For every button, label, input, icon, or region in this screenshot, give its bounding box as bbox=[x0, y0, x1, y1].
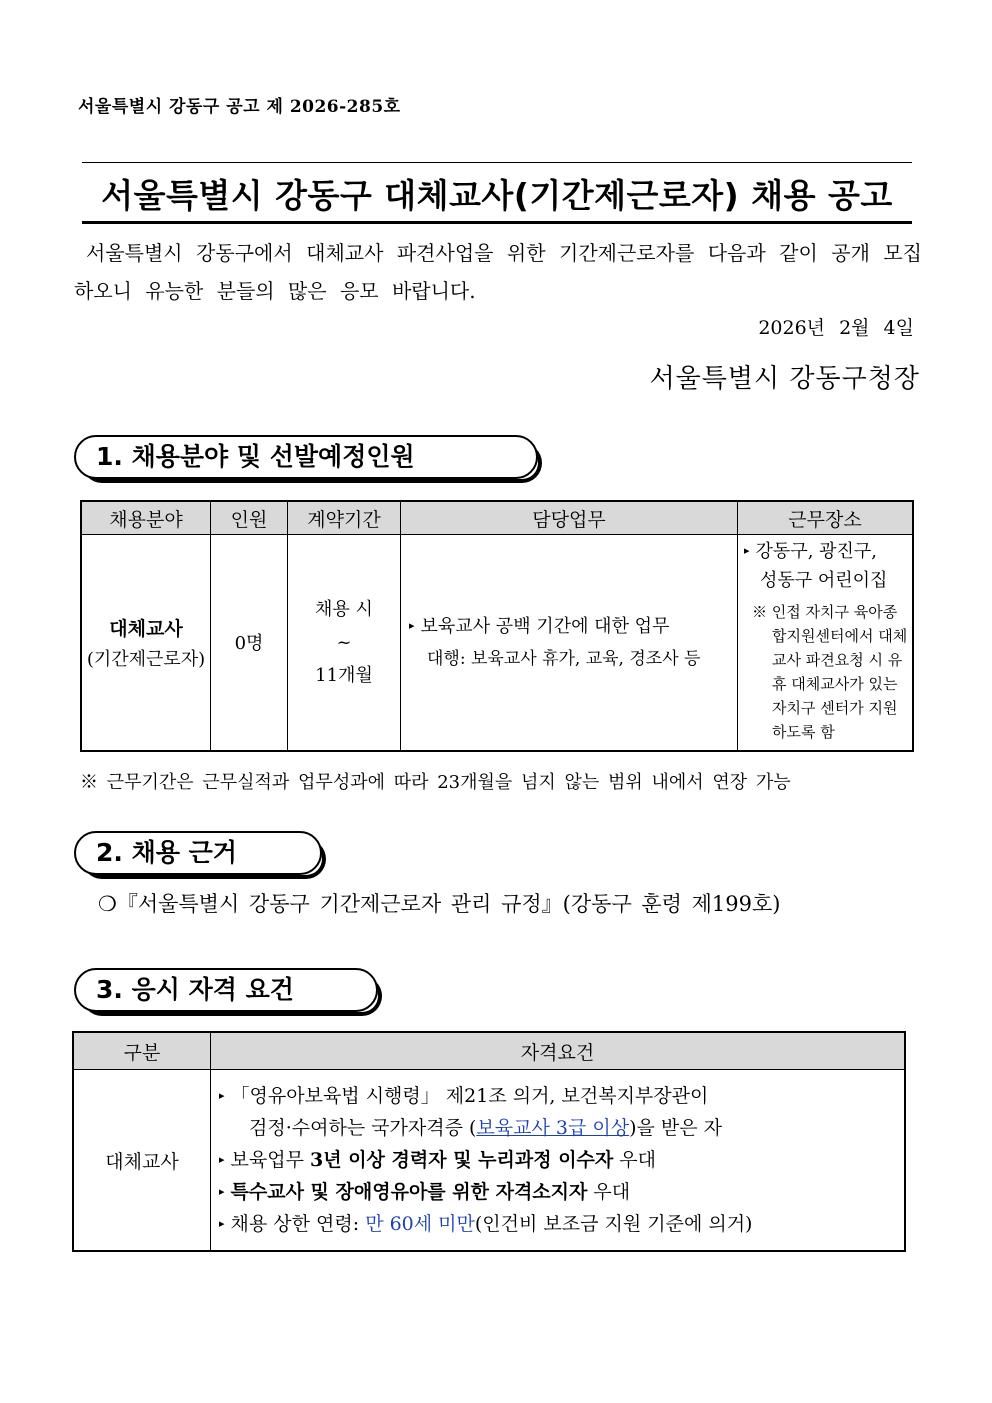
requirement-item: ▸ 「영유아보육법 시행령」 제21조 의거, 보건복지부장관이 bbox=[219, 1085, 709, 1107]
term-extension-note: ※ 근무기간은 근무실적과 업무성과에 따라 23개월을 넘지 않는 범위 내에서 연장 가능 bbox=[80, 772, 791, 793]
term-line: 11개월 bbox=[315, 664, 373, 686]
triangle-right-icon: ▸ bbox=[219, 1217, 225, 1230]
notice-date: 2026년 2월 4일 bbox=[758, 317, 914, 339]
duty-line: 보육교사 공백 기간에 대한 업무 bbox=[420, 615, 670, 637]
column-header: 담당업무 bbox=[401, 501, 738, 535]
qualification-table bbox=[72, 1031, 906, 1252]
table-header-row bbox=[73, 1032, 905, 1070]
title-top-rule bbox=[82, 162, 912, 163]
table-row bbox=[81, 535, 913, 751]
legal-basis: ❍『서울특별시 강동구 기간제근로자 관리 규정』(강동구 훈령 제199호) bbox=[98, 892, 781, 916]
place-line: 강동구, 광진구, bbox=[755, 541, 878, 562]
field-cell bbox=[81, 535, 211, 751]
column-header: 자격요건 bbox=[211, 1032, 906, 1070]
recruitment-table bbox=[80, 500, 914, 752]
intro-paragraph: 서울특별시 강동구에서 대체교사 파견사업을 위한 기간제근로자를 다음과 같이 공개 모집하오니 유능한 분들의 많은 응모 바랍니다. bbox=[74, 241, 922, 303]
term-line: ~ bbox=[336, 631, 352, 653]
duty-line: 대행: 보육교사 휴가, 교육, 경조사 등 bbox=[427, 648, 701, 669]
requirement-item: ▸ 특수교사 및 장애영유아를 위한 자격소지자 우대 bbox=[219, 1181, 631, 1203]
column-header: 근무장소 bbox=[738, 501, 914, 535]
field-name: 대체교사 bbox=[109, 617, 183, 640]
section-3-heading: 3. 응시 자격 요건 bbox=[74, 968, 378, 1012]
column-header: 계약기간 bbox=[288, 501, 401, 535]
section-1-heading: 1. 채용분야 및 선발예정인원 bbox=[74, 435, 538, 479]
notice-number: 서울특별시 강동구 공고 제 2026-285호 bbox=[78, 97, 401, 117]
place-line: 성동구 어린이집 bbox=[760, 570, 888, 591]
column-header: 구분 bbox=[73, 1032, 211, 1070]
triangle-right-icon: ▸ bbox=[219, 1089, 225, 1102]
category-cell: 대체교사 bbox=[73, 1070, 211, 1252]
age-limit: 만 60세 미만 bbox=[365, 1213, 475, 1235]
requirement-item: 검정·수여하는 국가자격증 (보육교사 3급 이상)을 받은 자 bbox=[249, 1117, 723, 1139]
triangle-right-icon: ▸ bbox=[744, 544, 750, 557]
table-row bbox=[73, 1070, 905, 1252]
requirements-cell bbox=[211, 1070, 906, 1252]
place-cell bbox=[738, 535, 914, 751]
triangle-right-icon: ▸ bbox=[409, 618, 415, 632]
issuer-name: 서울특별시 강동구청장 bbox=[649, 364, 920, 394]
triangle-right-icon: ▸ bbox=[219, 1153, 225, 1166]
page-title: 서울특별시 강동구 대체교사(기간제근로자) 채용 공고 bbox=[101, 176, 893, 215]
requirement-item: ▸ 채용 상한 연령: 만 60세 미만(인건비 보조금 지원 기준에 의거) bbox=[219, 1213, 753, 1235]
certificate-level: 보육교사 3급 이상 bbox=[476, 1117, 630, 1139]
count-cell: 0명 bbox=[211, 535, 288, 751]
term-cell bbox=[288, 535, 401, 751]
field-subtitle: (기간제근로자) bbox=[86, 648, 206, 670]
section-2-heading: 2. 채용 근거 bbox=[74, 831, 322, 875]
duty-cell bbox=[401, 535, 738, 751]
title-bottom-rule bbox=[82, 221, 912, 224]
triangle-right-icon: ▸ bbox=[219, 1185, 225, 1198]
place-note: ※ 인접 자치구 육아종합지원센터에서 대체교사 파견요청 시 유휴 대체교사가 있는 자치구 센터가 지원 하도록 함 bbox=[752, 603, 908, 741]
column-header: 인원 bbox=[211, 501, 288, 535]
term-line: 채용 시 bbox=[315, 598, 373, 620]
requirement-item: ▸ 보육업무 3년 이상 경력자 및 누리과정 이수자 우대 bbox=[219, 1149, 657, 1171]
table-header-row bbox=[81, 501, 913, 535]
column-header: 채용분야 bbox=[81, 501, 211, 535]
